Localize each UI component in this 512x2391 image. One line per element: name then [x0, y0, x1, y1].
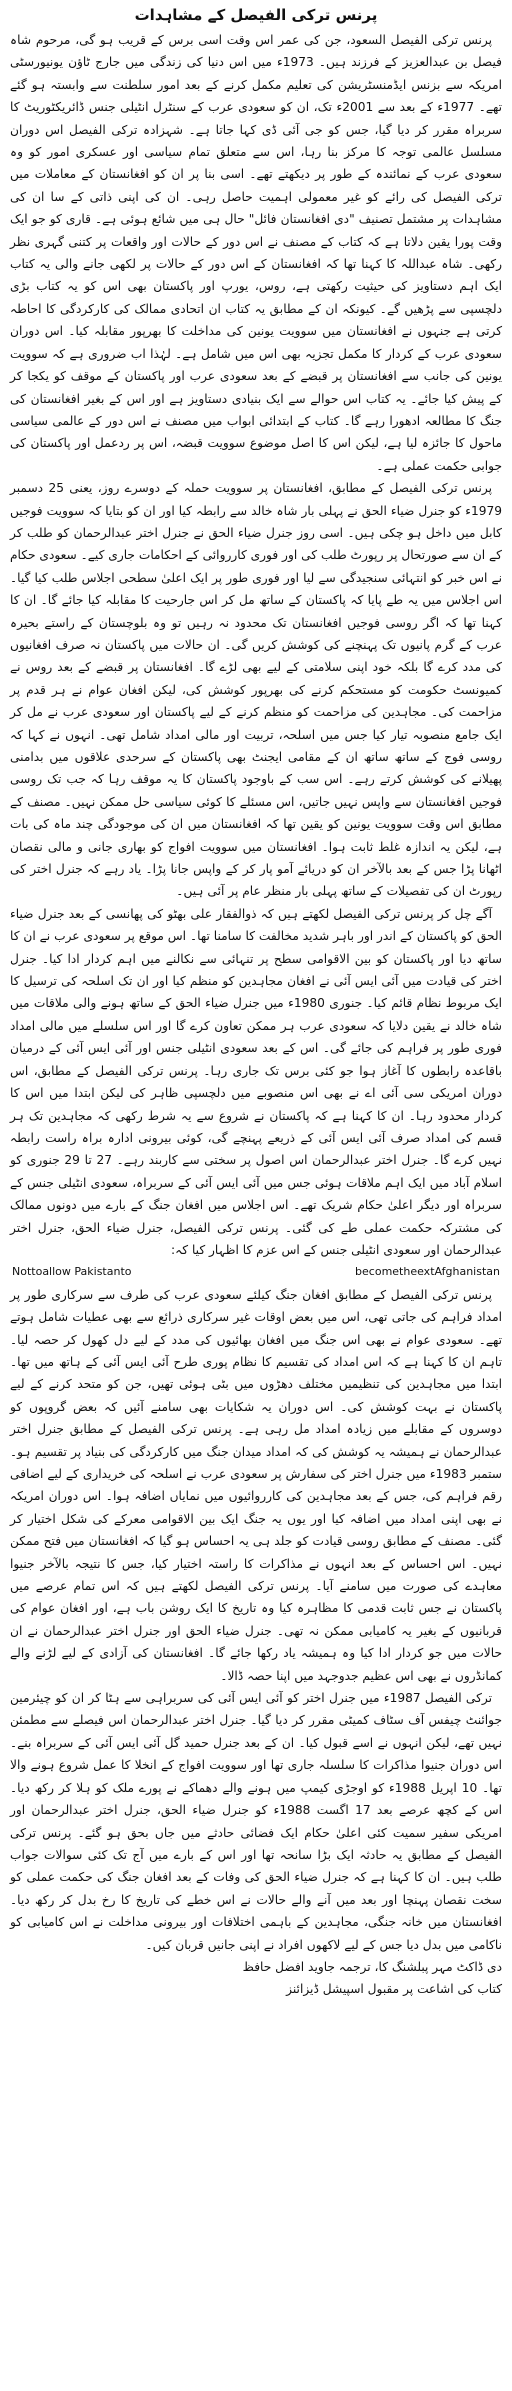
article-paragraph-4: پرنس ترکی الفیصل کے مطابق افغان جنگ کیلئے سعودی عرب کی طرف سے سرکاری طور پر امداد فراہم کی جاتی تھی، اس میں بعض اوقات غیر سرکاری ذرائع سے بھی عطیات شامل ہوتے تھے۔ سعودی عوام نے بھی اس جنگ میں افغان بھائیوں کی مدد کے لیے دل کھول کر حصہ لیا۔ تاہم ان کا کہنا ہے کہ اس امداد کی تقسیم کا نظام پوری طرح آئی ایس آئی کے ہاتھ میں تھا۔ ابتدا میں مجاہدین کی تنظیمیں مختلف دھڑوں میں بٹی ہوئی تھیں، جن کو متحد کرنے کے لیے پاکستان نے بہت کوشش کی۔ اس دوران یہ شکایات بھی سامنے آئیں کہ بعض گروپوں کو دوسروں کے مقابلے میں زیادہ امداد مل رہی ہے۔ پرنس ترکی الفیصل کے مطابق جنرل اختر عبدالرحمان نے ہمیشہ یہ کوشش کی کہ امداد میدان جنگ میں کارکردگی کی بنیاد پر تقسیم ہو۔ ستمبر 1983ء میں جنرل اختر کی سفارش پر سعودی عرب نے اسلحہ کی خریداری کے لیے اضافی رقم فراہم کی، جس کے بعد مجاہدین کی کارروائیوں میں نمایاں اضافہ ہوا۔ اس دوران امریکہ نے بھی اپنی امداد میں اضافہ کیا اور یوں یہ جنگ ایک بین الاقوامی معرکے کی شکل اختیار کر گئی۔ مصنف کے مطابق روسی قیادت کو جلد ہی یہ احساس ہو گیا کہ افغانستان میں فتح ممکن نہیں۔ اس احساس کے بعد انہوں نے مذاکرات کا راستہ اختیار کیا، جس کا نتیجہ بالآخر جنیوا معاہدے کی صورت میں سامنے آیا۔ پرنس ترکی الفیصل لکھتے ہیں کہ اس تمام عرصے میں پاکستان نے جس ثابت قدمی کا مظاہرہ کیا وہ تاریخ کا ایک روشن باب ہے، اور افغان عوام کی قربانیوں کے بغیر یہ کامیابی ممکن نہ تھی۔ جنرل ضیاء الحق اور جنرل اختر عبدالرحمان نے ان حالات میں جو کردار ادا کیا وہ ہمیشہ یاد رکھا جائے گا۔ افغانستان کی آزادی کے لیے لڑنے والے کمانڈروں نے بھی اس عظیم جدوجہد میں اپنا حصہ ڈالا۔	[10, 1287, 503, 1683]
article-title: پرنس ترکی الفیصل کے مشاہدات	[134, 6, 378, 24]
english-quote	[10, 1261, 502, 1283]
english-quote-left: Nottoallow Pakistanto	[12, 1265, 132, 1279]
article-paragraph-5: ترکی الفیصل 1987ء میں جنرل اختر کو آئی ایس آئی کی سربراہی سے ہٹا کر ان کو چیئرمین جوائنٹ چیفس آف سٹاف کمیٹی مقرر کر دیا گیا۔ جنرل اختر عبدالرحمان اس فیصلے سے مطمئن نہیں تھے، لیکن انہوں نے اسے قبول کیا۔ ان کے بعد جنرل حمید گل آئی ایس آئی کے سربراہ بنے۔ اس دوران جنیوا مذاکرات کا سلسلہ جاری تھا اور سوویت افواج کے انخلا کا عمل شروع ہونے والا تھا۔ 10 اپریل 1988ء کو اوجڑی کیمپ میں ہونے والے دھماکے نے پورے ملک کو ہلا کر رکھ دیا۔ اس کے کچھ عرصے بعد 17 اگست 1988ء کو جنرل ضیاء الحق، جنرل اختر عبدالرحمان اور امریکی سفیر سمیت کئی اعلیٰ حکام ایک فضائی حادثے میں جاں بحق ہو گئے۔ پرنس ترکی الفیصل کے مطابق یہ حادثہ ایک بڑا سانحہ تھا اور اس کے بارے میں آج تک کئی سوالات جواب طلب ہیں۔ ان کا کہنا ہے کہ جنرل ضیاء الحق کی وفات کے بعد افغان جنگ کی حکمت عملی کو سخت نقصان پہنچا اور بعد میں آنے والے حالات نے اس خطے کی تاریخ کا رخ بدل کر رکھ دیا۔ افغانستان میں خانہ جنگی، مجاہدین کے باہمی اختلافات اور بیرونی مداخلت نے اس کامیابی کو ناکامی میں بدل دیا جس کے لیے لاکھوں افراد نے اپنی جانیں قربان کیں۔	[10, 1691, 502, 1952]
english-quote-right: becometheextAfghanistan	[355, 1265, 500, 1279]
article-paragraph-3: آگے چل کر پرنس ترکی الفیصل لکھتے ہیں کہ ذوالفقار علی بھٹو کی پھانسی کے بعد جنرل ضیاء الحق کو پاکستان کے اندر اور باہر شدید مخالفت کا سامنا تھا۔ اس موقع پر سعودی عرب نے ان کا ساتھ دیا اور پاکستان کو بین الاقوامی سطح پر تنہائی سے نکالنے میں اہم کردار ادا کیا۔ جنرل اختر کی قیادت میں آئی ایس آئی نے افغان مجاہدین کو منظم کیا اور ان تک اسلحہ کی ترسیل کا ایک مربوط نظام قائم کیا۔ جنوری 1980ء میں جنرل ضیاء الحق کے ساتھ ہونے والی ملاقات میں شاہ خالد نے یقین دلایا کہ سعودی عرب ہر ممکن تعاون کرے گا اور اس سلسلے میں مالی امداد فوری طور پر فراہم کی جائے گی۔ اس کے بعد سعودی انٹیلی جنس اور آئی ایس آئی کے درمیان باقاعدہ رابطوں کا آغاز ہوا جو کئی برس تک جاری رہا۔ پرنس ترکی الفیصل کے مطابق، اس دوران امریکی سی آئی اے نے بھی اس منصوبے میں دلچسپی ظاہر کی لیکن ابتدا میں اس کا کردار محدود رہا۔ ان کا کہنا ہے کہ پاکستان نے شروع سے یہ شرط رکھی کہ مجاہدین تک ہر قسم کی امداد صرف آئی ایس آئی کے ذریعے پہنچے گی، کوئی بیرونی ادارہ براہ راست رابطہ نہیں کرے گا۔ جنرل اختر عبدالرحمان اس اصول پر سختی سے کاربند رہے۔ 27 تا 29 جنوری کو اسلام آباد میں ایک اہم ملاقات ہوئی جس میں آئی ایس آئی کے سربراہ، سعودی انٹیلی جنس کے سربراہ اور دیگر اعلیٰ حکام شریک تھے۔ اس اجلاس میں افغان جنگ کے بارے میں دونوں ممالک کی مشترکہ حکمت عملی طے کی گئی۔ پرنس ترکی الفیصل، جنرل ضیاء الحق، جنرل اختر عبدالرحمان اور سعودی انٹیلی جنس کے اس عزم کا اظہار کیا کہ:	[10, 906, 503, 1257]
credit-line-1: دی ڈاکٹ مہر پبلشنگ کا، ترجمہ جاوید افضل حافظ	[242, 1959, 502, 1974]
credit-line-2: کتاب کی اشاعت پر مقبول اسپیشل ڈیزائنز	[286, 1982, 502, 1997]
article-paragraph-2: پرنس ترکی الفیصل کے مطابق، افغانستان پر سوویت حملہ کے دوسرے روز، یعنی 25 دسمبر 1979ء کو جنرل ضیاء الحق نے پہلی بار شاہ خالد سے رابطہ کیا اور ان کو بتایا کہ سوویت فوجیں کابل میں داخل ہو چکی ہیں۔ اسی روز جنرل ضیاء الحق نے جنرل اختر عبدالرحمان کو طلب کر کے ان سے صورتحال پر رپورٹ طلب کی اور فوری کارروائی کے احکامات جاری کیے۔ سعودی حکام نے اس خبر کو انتہائی سنجیدگی سے لیا اور فوری طور پر ایک اعلیٰ سطحی اجلاس طلب کیا گیا۔ اس اجلاس میں یہ طے پایا کہ پاکستان کے ساتھ مل کر اس جارحیت کا مقابلہ کیا جائے گا۔ ان کا کہنا تھا کہ اگر روسی فوجیں افغانستان تک محدود نہ رہیں تو وہ بلوچستان کے راستے بحیرہ عرب کے گرم پانیوں تک پہنچنے کی کوشش کریں گی۔ ان حالات میں پاکستان نہ صرف افغانیوں کی مدد کرے گا بلکہ خود اپنی سلامتی کے لیے بھی لڑے گا۔ افغانستان پر قبضے کے بعد روس نے کمیونسٹ حکومت کو مستحکم کرنے کی بھرپور کوشش کی، لیکن افغان عوام نے ہر قدم پر مزاحمت کی۔ مجاہدین کی مزاحمت کو منظم کرنے کے لیے پاکستان اور سعودی عرب نے مل کر ایک جامع منصوبہ تیار کیا جس میں اسلحہ، تربیت اور مالی امداد شامل تھی۔ انہوں نے کہا کہ روسی فوج کے ساتھ ساتھ ان کے مقامی ایجنٹ بھی پاکستان کے سرحدی علاقوں میں بدامنی پھیلانے کی کوشش کرتے رہے۔ اس سب کے باوجود پاکستان کا یہ موقف رہا کہ جب تک روسی فوجیں افغانستان سے واپس نہیں جاتیں، اس مسئلے کا کوئی سیاسی حل ممکن نہیں۔ مصنف کے مطابق اس وقت سوویت یونین کو یقین تھا کہ افغانستان میں ان کی موجودگی چند ماہ کی بات ہے، لیکن یہ اندازہ غلط ثابت ہوا۔ افغانستان میں سوویت افواج کو بھاری جانی و مالی نقصان اٹھانا پڑا جس کے بعد بالآخر ان کو دریائے آمو پار کر کے واپس جانا پڑا۔ یاد رہے کہ جنرل اختر کی رپورٹ ان کی تفصیلات کے ساتھ پہلی بار منظر عام پر آئی ہیں۔	[10, 481, 502, 899]
article-paragraph-1: پرنس ترکی الفیصل السعود، جن کی عمر اس وقت اسی برس کے قریب ہو گی، مرحوم شاہ فیصل بن عبدالعزیز کے فرزند ہیں۔ 1973ء میں اس دنیا کی زندگی میں جارج ٹاؤن یونیورسٹی امریکہ سے بزنس ایڈمنسٹریشن کی تعلیم مکمل کرنے کے بعد امور سلطنت سے وابستہ ہو گئے تھے۔ 1977ء کے بعد سے 2001ء تک، ان کو سعودی عرب کے سنٹرل انٹیلی جنس ڈائریکٹوریٹ کا سربراہ مقرر کر دیا گیا، جس کو جی آئی ڈی کہا جاتا ہے۔ شہزادہ ترکی الفیصل اس دوران مسلسل عالمی توجہ کا مرکز بنا رہا، اس سے متعلق تمام سیاسی اور عسکری امور کو وہ سعودی عرب کے نمائندہ کے طور پر دیکھتے تھے۔ اسی بنا پر ان کو افغانستان کے معاملات میں ترکی الفیصل کی رائے کو غیر معمولی اہمیت حاصل رہی۔ ان کی اپنی ذاتی کے سا ان کی مشاہدات پر مشتمل تصنیف "دی افغانستان فائل" حال ہی میں شائع ہوئی ہے۔ قاری کو جو ایک وقت پورا یقین دلاتا ہے کہ کتاب کے مصنف نے اس دور کے حالات اور واقعات پر کتنی گہری نظر رکھی۔ شاہ عبداللہ کا کہنا تھا کہ افغانستان کے اس دور کے حالات پر لکھی جانے والی یہ کتاب ایک اہم دستاویز کی حیثیت رکھتی ہے، روس، یورپ اور پاکستان بھی اس کو یہ کتاب بڑی دلچسپی سے پڑھیں گے۔ کیونکہ ان کے مطابق یہ کتاب ان اتحادی ممالک کی کارکردگی کا احاطہ کرتی ہے جنہوں نے افغانستان میں سوویت یونین کی مداخلت کا بھرپور مقابلہ کیا۔ اس دوران سعودی عرب کے کردار کا مکمل تجزیہ بھی اس میں شامل ہے۔ لہٰذا اب ضروری ہے کہ سوویت یونین کی جانب سے افغانستان پر قبضے کے بعد سعودی عرب اور پاکستان کے موقف کو یکجا کر کے پیش کیا جائے۔ یہ کتاب اس حوالے سے ایک بنیادی دستاویز ہے اور اس کے بغیر افغانستان کی جنگ کا مطالعہ ادھورا رہے گا۔ کتاب کے ابتدائی ابواب میں مصنف نے اس دور کے عالمی سیاسی ماحول کا جائزہ لیا ہے، لیکن اس کا اصل موضوع سوویت قبضہ، اس پر ردعمل اور پاکستان کی جوابی حکمت عملی ہے۔	[10, 33, 502, 473]
